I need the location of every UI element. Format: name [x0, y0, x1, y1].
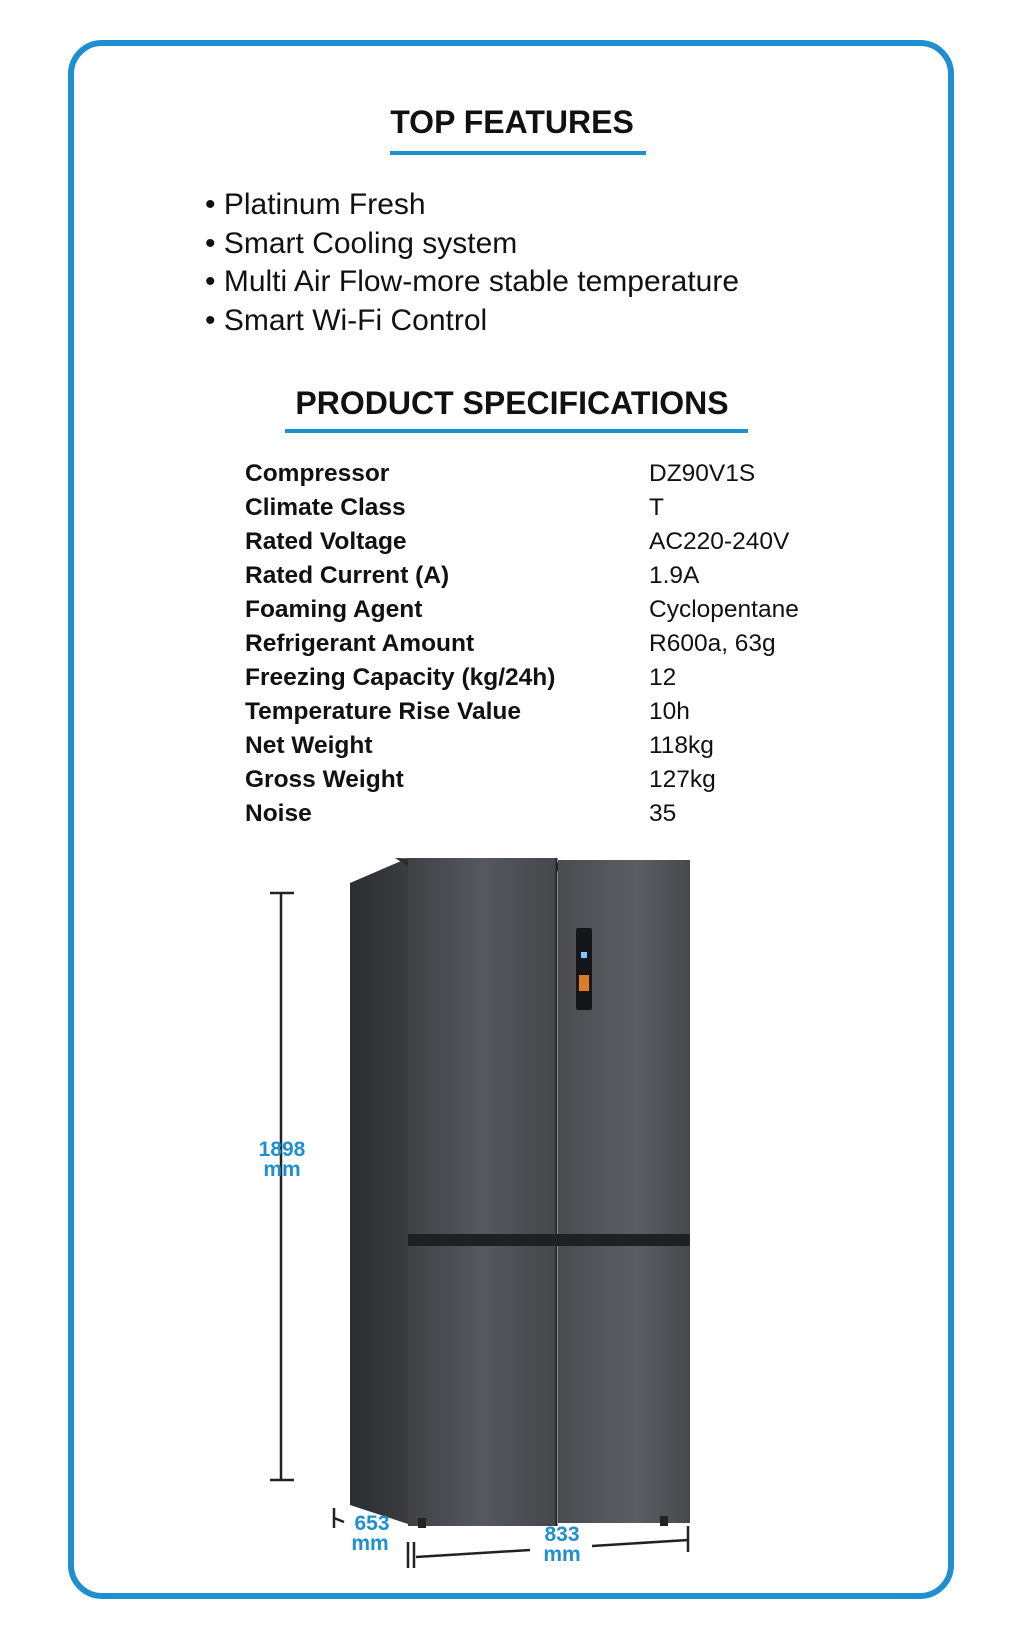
spec-value: R600a, 63g	[649, 630, 776, 657]
upper-left-door	[408, 858, 556, 1235]
height-dimension-line	[270, 893, 294, 1480]
spec-label: Noise	[245, 800, 312, 827]
spec-value: AC220-240V	[649, 528, 790, 555]
spec-value: T	[649, 494, 664, 521]
refrigerator-image	[350, 858, 690, 1528]
feature-item: • Platinum Fresh	[205, 186, 739, 225]
height-unit: mm	[263, 1158, 301, 1181]
depth-dimension-line	[334, 1508, 344, 1528]
spec-label: Temperature Rise Value	[245, 698, 521, 725]
width-value: 833	[544, 1523, 580, 1546]
upper-right-door	[558, 860, 690, 1236]
spec-value: 118kg	[649, 732, 714, 759]
spec-value: 1.9A	[649, 562, 700, 589]
feature-item: • Smart Cooling system	[205, 225, 739, 264]
feature-item: • Multi Air Flow-more stable temperature	[205, 263, 739, 302]
spec-label: Foaming Agent	[245, 596, 423, 623]
depth-unit: mm	[351, 1532, 389, 1555]
lower-left-door	[408, 1244, 556, 1526]
spec-label: Gross Weight	[245, 766, 404, 793]
spec-label: Climate Class	[245, 494, 406, 521]
spec-label: Freezing Capacity (kg/24h)	[245, 664, 556, 691]
spec-label: Rated Voltage	[245, 528, 407, 555]
display-highlight	[579, 975, 589, 991]
door-handle-gap	[408, 1234, 690, 1246]
control-panel-display	[576, 928, 592, 1010]
spec-value: Cyclopentane	[649, 596, 799, 623]
width-unit: mm	[543, 1543, 581, 1566]
fridge-foot	[660, 1516, 668, 1526]
top-features-title: TOP FEATURES	[390, 104, 634, 140]
height-value: 1898	[258, 1138, 306, 1161]
spec-value: 12	[649, 664, 677, 691]
fridge-side-panel	[350, 858, 408, 1524]
fridge-foot	[418, 1518, 426, 1528]
spec-label: Rated Current (A)	[245, 562, 450, 589]
spec-label: Compressor	[245, 460, 390, 487]
spec-value: 10h	[649, 698, 690, 725]
specifications-title: PRODUCT SPECIFICATIONS	[295, 385, 729, 421]
spec-value: 127kg	[649, 766, 716, 793]
spec-label: Net Weight	[245, 732, 373, 759]
display-indicator	[581, 952, 587, 958]
spec-value: 35	[649, 800, 677, 827]
spec-label: Refrigerant Amount	[245, 630, 475, 657]
feature-item: • Smart Wi-Fi Control	[205, 302, 739, 341]
spec-value: DZ90V1S	[649, 460, 756, 487]
lower-right-door	[558, 1244, 690, 1523]
depth-value: 653	[354, 1512, 390, 1535]
